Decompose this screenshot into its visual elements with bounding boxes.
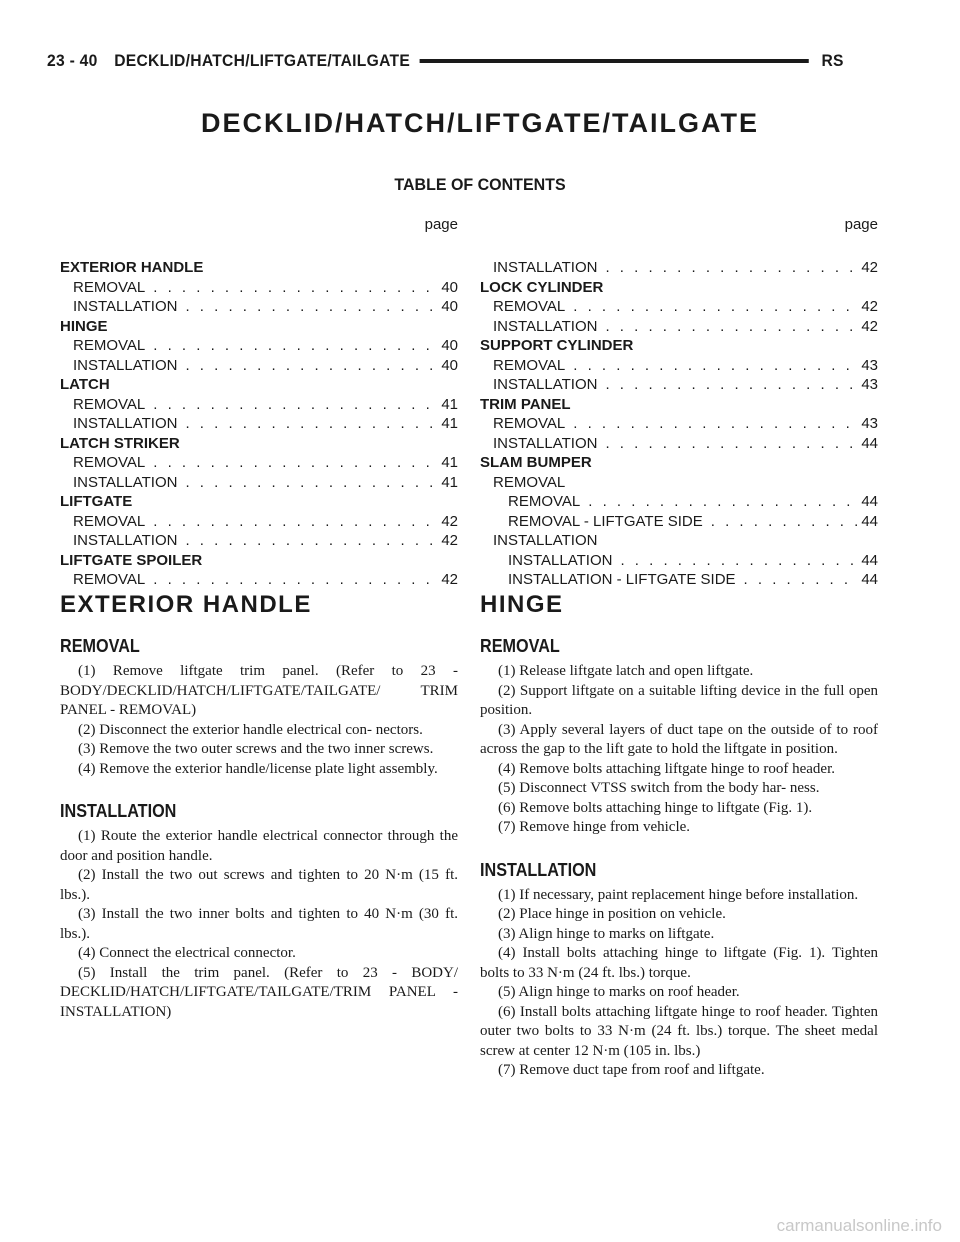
toc-leader-dots [573,414,857,434]
toc-section-heading [60,258,458,278]
toc-entry [60,531,458,551]
toc-entry-label: INSTALLATION [73,532,178,549]
toc-entry [60,512,458,532]
toc-entry-label: REMOVAL - LIFTGATE SIDE [508,512,703,530]
toc-leader-dots [185,414,437,434]
procedure-step: (7) Remove hinge from vehicle. [498,819,691,835]
toc-entry-label: REMOVAL [73,395,146,413]
toc-section-heading [480,336,878,356]
toc-leader-dots [711,512,858,532]
toc-leader-dots [605,434,857,454]
toc-leader-dots [153,278,437,298]
procedure-step: (5) Disconnect VTSS switch from the body har- ness. [498,780,820,796]
toc-entry [480,375,878,395]
toc-page-number: 41 [441,395,458,413]
subsection-heading: INSTALLATION [480,859,597,880]
toc-entry [60,570,458,590]
toc-entry [480,512,878,532]
toc-page-number: 41 [441,473,458,491]
toc-leader-dots [573,297,857,317]
toc-section-heading [60,317,458,337]
toc-leader-dots [620,551,857,571]
section-heading: EXTERIOR HANDLE [60,591,312,618]
toc-left-column [60,214,458,590]
toc-leader-dots [185,297,437,317]
toc-entry [480,356,878,376]
toc-entry-label: HINGE [60,317,108,335]
toc-entry-label: INSTALLATION [493,317,598,335]
toc-entry-label: LIFTGATE SPOILER [60,551,203,569]
section-heading: HINGE [480,591,564,618]
procedure-step: (2) Support liftgate on a suitable lifting device in the full open position. [480,682,878,718]
toc-leader-dots [744,570,858,590]
toc-entry-label: INSTALLATION [493,259,598,276]
toc-leader-dots [588,492,857,512]
toc-leader-dots [153,336,437,356]
toc-page-number: 42 [861,298,878,315]
header-section-title: DECKLID/HATCH/LIFTGATE/TAILGATE [114,51,411,70]
toc-entry-label: REMOVAL [73,454,146,471]
toc-leader-dots [605,375,857,395]
toc-entry-label: REMOVAL [493,415,566,432]
toc-entry [60,395,458,415]
toc-page-number: 43 [861,415,878,432]
toc-leader-dots [153,512,437,532]
procedure-step: (2) Install the two out screws and tighten to 20 N·m (15 ft. lbs.). [60,867,458,903]
toc-entry-label: LATCH STRIKER [60,434,180,452]
toc-page-number: 40 [441,337,458,354]
toc-entry-label: REMOVAL [73,337,146,354]
toc-entry [480,317,878,337]
toc-leader-dots [153,453,437,473]
toc-entry-label: LIFTGATE [60,493,133,510]
procedure-step: (3) Apply several layers of duct tape on the outside of to roof across the gap to the lift gate to hold the liftgate in position. [480,721,878,757]
toc-entry-label: REMOVAL [493,473,566,491]
toc-entry [480,297,878,317]
toc-entry-label: INSTALLATION [73,473,178,491]
procedure-step: (1) Route the exterior handle electrical connector through the door and position handle. [60,828,458,864]
toc-leader-dots [573,356,857,376]
toc-entry [480,434,878,454]
toc-leader-dots [153,395,437,415]
toc-entry [480,531,878,551]
toc-page-number: 43 [861,376,878,393]
procedure-step: (3) Align hinge to marks on liftgate. [498,925,715,942]
toc-entry [60,356,458,376]
toc-page-label: page [844,216,878,233]
toc-entry [60,336,458,356]
toc-entry-label: INSTALLATION [493,532,598,549]
procedure-step: (5) Install the trim panel. (Refer to 23 - BODY/ DECKLID/HATCH/LIFTGATE/TAILGATE/TRIM PANEL - INSTALLATION) [60,964,458,1020]
toc-section-heading [480,453,878,473]
toc-page-number: 40 [441,278,458,296]
toc-entry-label: REMOVAL [508,493,581,510]
toc-heading: TABLE OF CONTENTS [394,176,566,195]
toc-page-number: 42 [441,512,458,530]
procedure-step: (5) Align hinge to marks on roof header. [498,984,740,1000]
toc-page-number: 42 [861,259,878,276]
toc-leader-dots [185,356,437,376]
toc-entry [480,492,878,512]
toc-page-number: 43 [861,356,878,374]
procedure-step: (3) Install the two inner bolts and tighten to 40 N·m (30 ft. lbs.). [60,906,458,942]
toc-entry-label: REMOVAL [493,298,566,315]
procedure-step: (2) Disconnect the exterior handle electrical con- nectors. [78,721,423,738]
procedure-step: (4) Remove the exterior handle/license plate light assembly. [78,760,438,777]
toc-leader-dots [605,317,857,337]
toc-right-column [480,214,878,590]
toc-entry-label: SUPPORT CYLINDER [480,337,634,354]
toc-page-number: 41 [441,454,458,471]
toc-entry-label: REMOVAL [73,512,146,530]
page-number: 23 - 40 [47,51,98,70]
toc-entry [480,258,878,278]
toc-page-number: 44 [861,493,878,510]
toc-entry [480,414,878,434]
toc-entry [480,570,878,590]
toc-page-number: 44 [861,434,878,452]
toc-section-heading [60,434,458,454]
subsection-heading: REMOVAL [480,636,560,656]
subsection-heading: INSTALLATION [60,801,177,821]
toc-section-heading [480,395,878,415]
toc-page-number: 40 [441,298,458,315]
toc-page-number: 44 [861,512,878,530]
toc-leader-dots [185,531,437,551]
toc-entry-label: INSTALLATION [73,356,178,374]
toc-page-number: 42 [441,532,458,549]
toc-entry-label: TRIM PANEL [480,395,571,413]
toc-section-heading [60,492,458,512]
toc-page-number: 42 [861,317,878,335]
toc-entry [60,278,458,298]
toc-page-number: 44 [861,551,878,569]
toc-page-number: 42 [441,571,458,588]
toc-entry-label: SLAM BUMPER [480,454,592,471]
toc-page-number: 41 [441,415,458,432]
procedure-step: (1) Remove liftgate trim panel. (Refer to 23 - BODY/DECKLID/HATCH/LIFTGATE/TAILGATE/ TRIM PANEL - REMOVAL) [60,663,458,718]
toc-leader-dots [605,258,857,278]
exterior-handle-section [60,590,458,1022]
toc-entry-label: INSTALLATION [508,551,613,569]
toc-leader-dots [185,473,437,493]
header-rule [419,59,808,63]
toc-page-label: page [424,216,458,233]
toc-entry [60,414,458,434]
procedure-step: (1) If necessary, paint replacement hinge before installation. [498,886,859,903]
toc-entry-label: INSTALLATION [493,376,598,393]
procedure-step: (4) Remove bolts attaching liftgate hinge to roof header. [498,760,835,777]
watermark: carmanualsonline.info [776,1216,942,1235]
procedure-step: (2) Place hinge in position on vehicle. [498,906,726,922]
toc-entry-label: INSTALLATION - LIFTGATE SIDE [508,571,736,588]
toc-entry-label: LOCK CYLINDER [480,278,604,296]
procedure-step: (3) Remove the two outer screws and the two inner screws. [78,741,434,757]
toc-page-number: 40 [441,356,458,374]
toc-leader-dots [153,570,437,590]
toc-entry-label: REMOVAL [73,571,146,588]
toc-entry [480,473,878,493]
header-model: RS [821,51,844,70]
toc-entry-label: INSTALLATION [73,298,178,315]
toc-entry-label: INSTALLATION [73,415,178,432]
toc-entry [480,551,878,571]
subsection-heading: REMOVAL [60,636,140,656]
toc-entry-label: EXTERIOR HANDLE [60,259,204,276]
procedure-step: (1) Release liftgate latch and open liftgate. [498,663,754,679]
toc-entry-label: REMOVAL [73,278,146,296]
toc-page-number: 44 [861,571,878,588]
hinge-section [480,590,878,1081]
procedure-step: (7) Remove duct tape from roof and liftgate. [498,1062,765,1078]
procedure-step: (6) Remove bolts attaching hinge to liftgate (Fig. 1). [498,799,813,816]
toc-entry [60,297,458,317]
toc-entry-label: REMOVAL [493,356,566,374]
procedure-step: (4) Connect the electrical connector. [78,945,296,961]
toc-section-heading [480,278,878,298]
toc-entry [60,473,458,493]
toc-section-heading [60,375,458,395]
page-header [47,48,844,74]
toc-entry [60,453,458,473]
page-title: DECKLID/HATCH/LIFTGATE/TAILGATE [201,108,759,138]
toc-section-heading [60,551,458,571]
toc-entry-label: LATCH [60,376,110,393]
procedure-step: (6) Install bolts attaching liftgate hinge to roof header. Tighten outer two bolts to 33 N·m (24 ft. lbs.) torque. The sheet medal screw at center 12 N·m (105 in. lbs.) [480,1003,878,1059]
procedure-step: (4) Install bolts attaching hinge to liftgate (Fig. 1). Tighten bolts to 33 N·m (24 ft. lbs.) torque. [480,945,878,981]
toc-entry-label: INSTALLATION [493,434,598,452]
